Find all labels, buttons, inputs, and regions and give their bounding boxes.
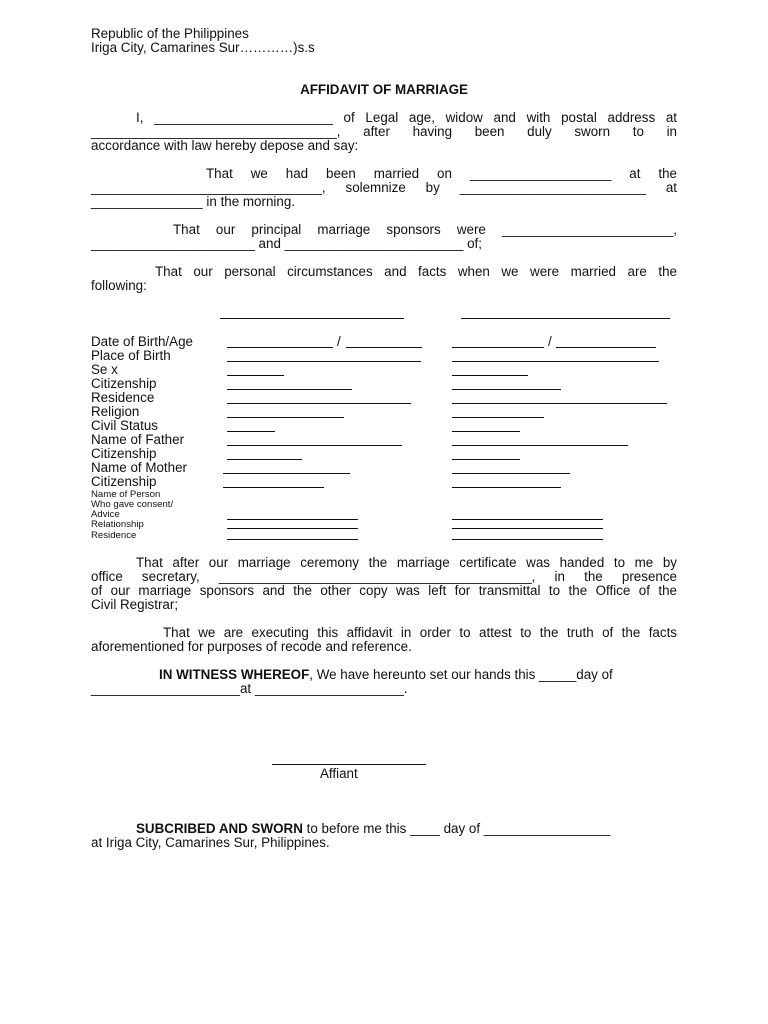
blank-line[interactable]: [227, 539, 358, 540]
blank-line[interactable]: [452, 403, 667, 404]
blank-line[interactable]: [452, 347, 544, 348]
para3-line1: That our principal marriage sponsors were _______________________,: [173, 222, 677, 237]
blank-line[interactable]: [452, 528, 603, 529]
sworn-line1: [136, 822, 677, 836]
blank-line[interactable]: [227, 459, 302, 460]
field-date-of-birth-age: Date of Birth/Age: [91, 334, 193, 349]
witness-heading: IN WITNESS WHEREOF: [159, 667, 310, 682]
blank-line[interactable]: [452, 361, 659, 362]
blank-line[interactable]: [223, 487, 324, 488]
field-father-citizenship: Citizenship: [91, 446, 157, 461]
field-citizenship: Citizenship: [91, 376, 157, 391]
column-header-line-2: [461, 318, 670, 319]
slash-separator: /: [548, 334, 552, 349]
para3-line2: ______________________ and ________________________ of;: [91, 236, 482, 251]
blank-line[interactable]: [452, 389, 561, 390]
field-name-of-person: Name of Person: [91, 489, 161, 500]
field-name-of-mother: Name of Mother: [91, 460, 188, 475]
blank-line[interactable]: [227, 403, 411, 404]
blank-line[interactable]: [452, 417, 544, 418]
para5-line3: of our marriage sponsors and the other copy was left for transmittal to the Office of the: [91, 583, 677, 598]
blank-line[interactable]: [452, 519, 603, 520]
field-place-of-birth: Place of Birth: [91, 348, 171, 363]
field-advice: Advice: [91, 509, 120, 520]
para5-line4: Civil Registrar;: [91, 597, 179, 612]
blank-line[interactable]: [227, 417, 344, 418]
document-title: AFFIDAVIT OF MARRIAGE: [300, 82, 468, 97]
blank-line[interactable]: [452, 445, 628, 446]
field-religion: Religion: [91, 404, 140, 419]
sworn-heading: SUBCRIBED AND SWORN: [136, 821, 303, 836]
header-line-city: Iriga City, Camarines Sur…………)s.s: [91, 40, 315, 55]
para1-line2: _________________________________, after having been duly sworn to in: [91, 124, 677, 139]
blank-line[interactable]: [227, 445, 402, 446]
witness-line2: ____________________at ____________________.: [91, 681, 408, 696]
blank-line[interactable]: [227, 431, 275, 432]
field-civil-status: Civil Status: [91, 418, 158, 433]
witness-text: , We have hereunto set our hands this _____day of: [309, 667, 613, 682]
blank-line[interactable]: [227, 528, 358, 529]
blank-line[interactable]: [227, 375, 284, 376]
blank-line[interactable]: [556, 347, 656, 348]
sworn-text: to before me this ____ day of _________________: [302, 821, 611, 836]
para6-line2: aforementioned for purposes of recode and reference.: [91, 639, 412, 654]
field-relationship: Relationship: [91, 519, 144, 530]
blank-line[interactable]: [223, 473, 350, 474]
column-header-line-1: [220, 318, 404, 319]
field-name-of-father: Name of Father: [91, 432, 185, 447]
header-line-republic: Republic of the Philippines: [91, 26, 249, 41]
para2-line1: That we had been married on ___________________ at the: [206, 166, 677, 181]
blank-line[interactable]: [452, 473, 570, 474]
blank-line[interactable]: [452, 539, 603, 540]
witness-line1: [159, 668, 677, 682]
blank-line[interactable]: [227, 347, 333, 348]
signature-line[interactable]: [272, 764, 426, 765]
blank-line[interactable]: [452, 487, 561, 488]
para4-line1: That our personal circumstances and facts when we were married are the: [155, 264, 677, 279]
para1-line3: accordance with law hereby depose and say:: [91, 138, 359, 153]
field-consent-residence: Residence: [91, 530, 137, 541]
blank-line[interactable]: [452, 431, 520, 432]
slash-separator: /: [337, 334, 341, 349]
sworn-line2: at Iriga City, Camarines Sur, Philippines.: [91, 835, 330, 850]
field-residence: Residence: [91, 390, 155, 405]
field-who-gave-consent: Who gave consent/: [91, 499, 174, 510]
field-sex: Se x: [91, 362, 118, 377]
blank-line[interactable]: [452, 459, 520, 460]
blank-line[interactable]: [227, 361, 421, 362]
para5-line1: That after our marriage ceremony the marriage certificate was handed to me by: [136, 555, 677, 570]
para6-line1: That we are executing this affidavit in order to attest to the truth of the facts: [163, 625, 677, 640]
para2-line2: _______________________________, solemnize by _________________________ at: [91, 180, 677, 195]
affiant-label: Affiant: [320, 766, 358, 781]
para5-line2: office secretary, __________________________________________, in the presence: [91, 569, 677, 584]
para4-line2: following:: [91, 278, 147, 293]
blank-line[interactable]: [452, 375, 528, 376]
para2-line3: _______________ in the morning.: [91, 194, 296, 209]
field-mother-citizenship: Citizenship: [91, 474, 157, 489]
blank-line[interactable]: [346, 347, 422, 348]
blank-line[interactable]: [227, 389, 352, 390]
para1-line1: I, ________________________ of Legal age, widow and with postal address at: [136, 110, 677, 125]
blank-line[interactable]: [227, 519, 358, 520]
